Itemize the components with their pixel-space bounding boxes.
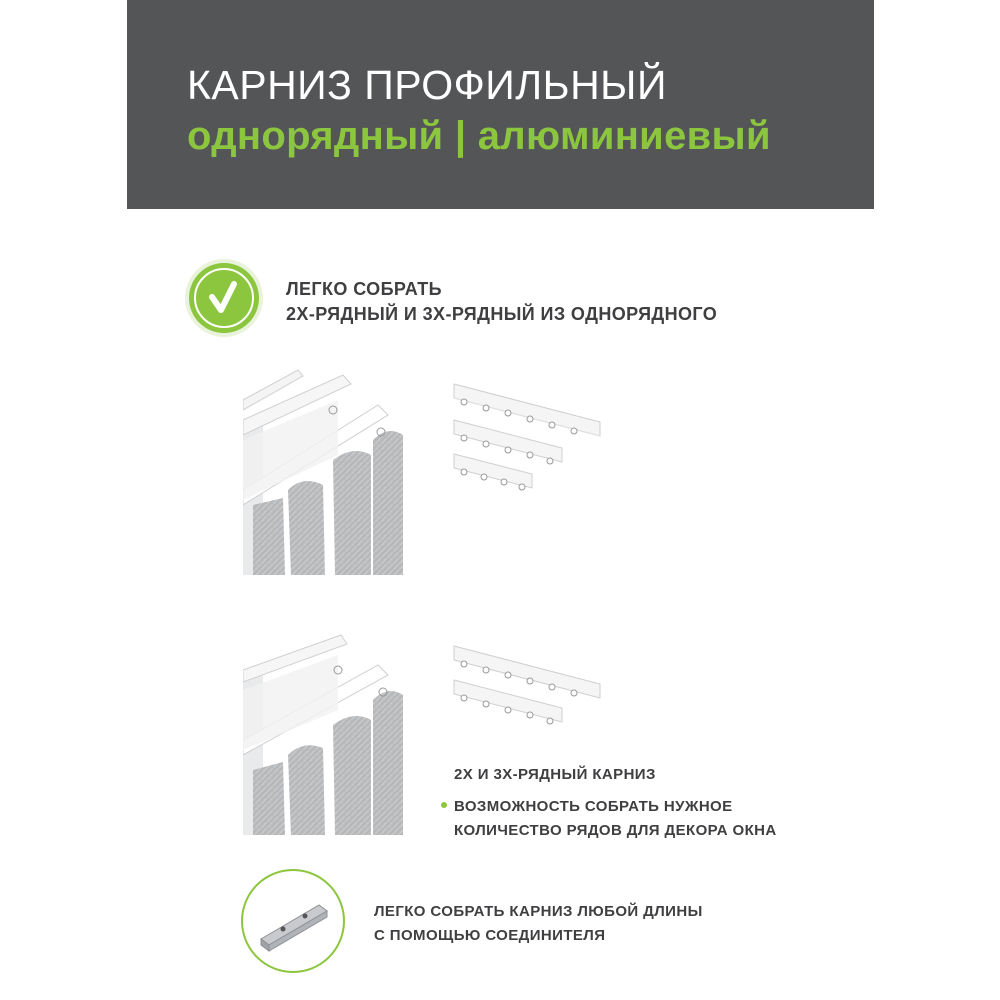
connector-icon bbox=[241, 869, 345, 973]
three-single-rails-image bbox=[450, 378, 610, 498]
header-banner bbox=[127, 0, 874, 209]
connector-line-2: С ПОМОЩЬЮ СОЕДИНИТЕЛЯ bbox=[374, 927, 606, 944]
feature-description bbox=[286, 277, 717, 327]
connector-description bbox=[374, 900, 703, 948]
bullet-line-1: ВОЗМОЖНОСТЬ СОБРАТЬ НУЖНОЕ bbox=[454, 798, 733, 815]
two-row-cornice-photo bbox=[243, 630, 408, 835]
feature-line-1: ЛЕГКО СОБРАТЬ bbox=[286, 279, 442, 299]
rail-medium bbox=[454, 420, 562, 462]
bullet-line-2: КОЛИЧЕСТВО РЯДОВ ДЛЯ ДЕКОРА ОКНА bbox=[454, 822, 777, 839]
row-block-heading: 2Х И 3Х-РЯДНЫЙ КАРНИЗ bbox=[454, 766, 656, 783]
page-title: КАРНИЗ ПРОФИЛЬНЫЙ bbox=[187, 62, 667, 108]
feature-line-2: 2Х-РЯДНЫЙ И 3Х-РЯДНЫЙ ИЗ ОДНОРЯДНОГО bbox=[286, 304, 718, 324]
bullet-dot-icon bbox=[441, 802, 447, 808]
connector-line-1: ЛЕГКО СОБРАТЬ КАРНИЗ ЛЮБОЙ ДЛИНЫ bbox=[374, 903, 703, 920]
checkmark-icon bbox=[189, 263, 259, 333]
row-block-bullet bbox=[454, 795, 777, 843]
two-single-rails-image bbox=[450, 640, 610, 730]
page-subtitle: однорядный | алюминиевый bbox=[187, 114, 771, 158]
three-row-cornice-photo bbox=[243, 360, 408, 575]
